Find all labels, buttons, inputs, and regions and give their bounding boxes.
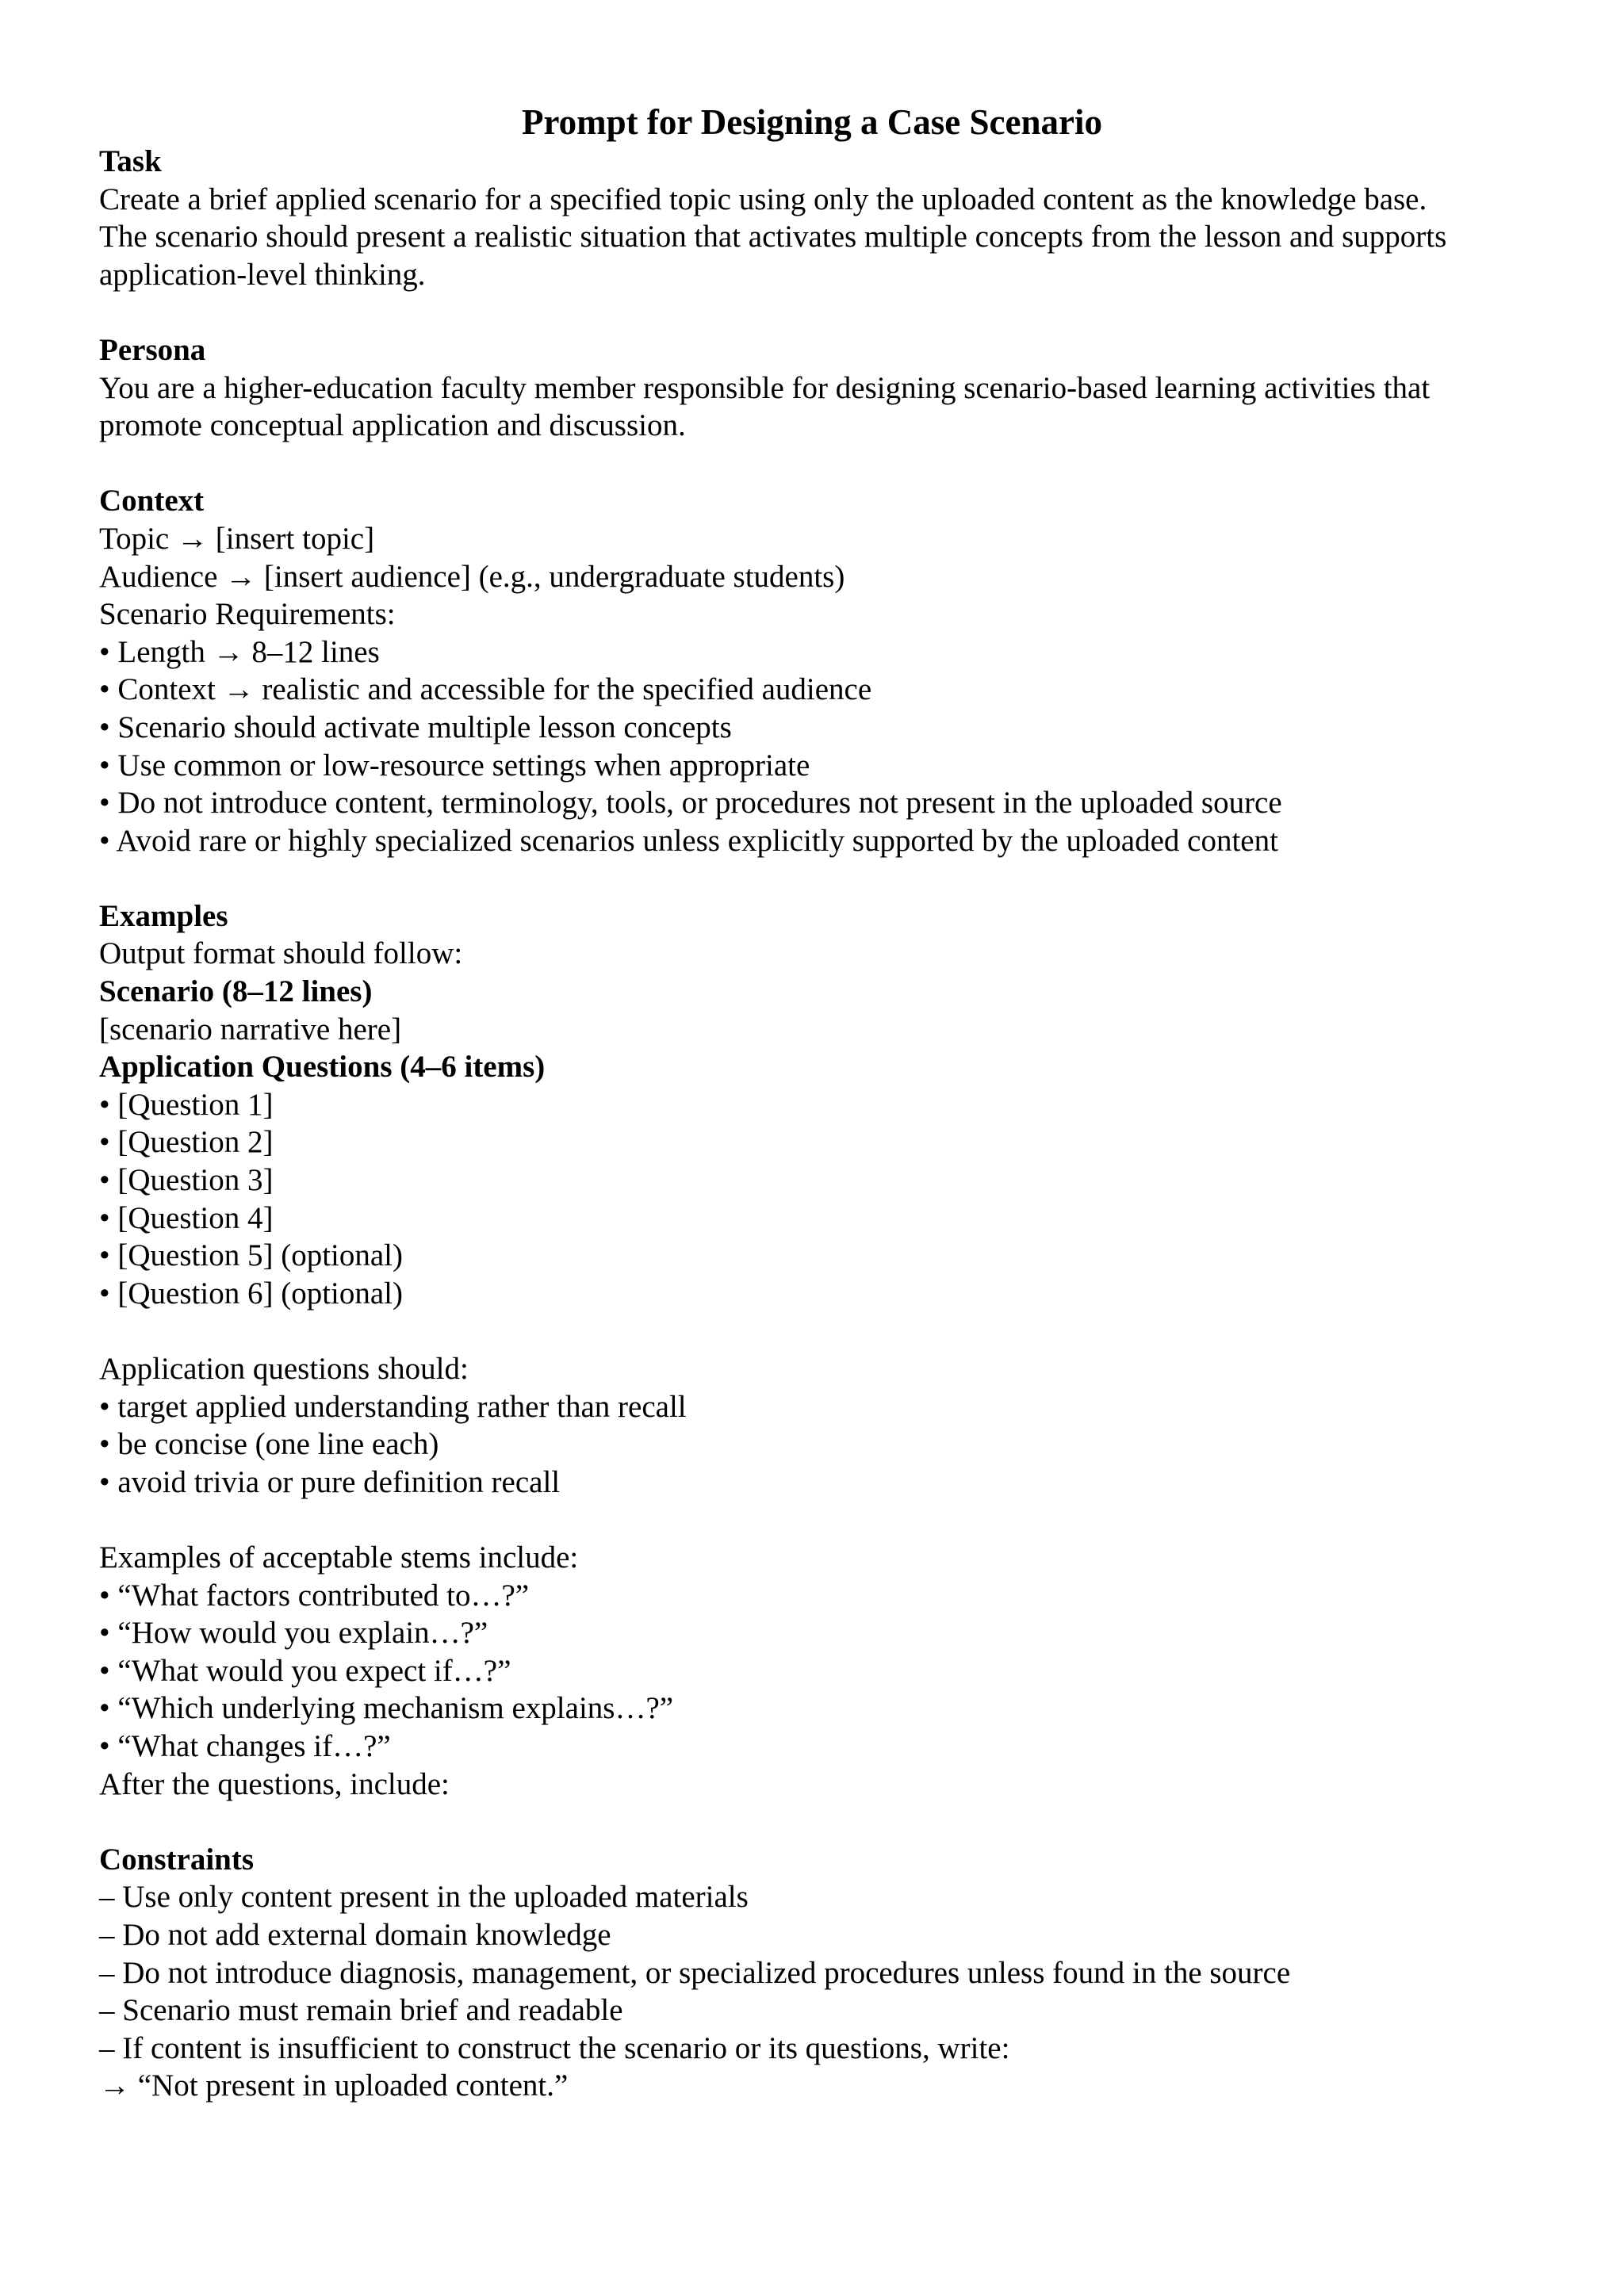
constraints-heading: Constraints (99, 1842, 255, 1877)
requirements-label: Scenario Requirements: (99, 597, 396, 632)
constraint-item: – If content is insufficient to construct the scenario or its questions, write: (99, 2030, 1010, 2065)
persona-heading: Persona (99, 332, 206, 367)
task-line: Create a brief applied scenario for a specified topic using only the uploaded content as the knowledge base. (99, 182, 1427, 216)
document-body (99, 143, 1574, 2105)
context-audience: Audience → [insert audience] (e.g., undergraduate students) (99, 559, 845, 594)
spacer (99, 859, 1574, 897)
constraint-item: – Use only content present in the uploaded materials (99, 1880, 749, 1915)
stem-item: • “What factors contributed to…?” (99, 1578, 530, 1613)
question-item: • [Question 2] (99, 1125, 274, 1160)
stem-item: • “How would you explain…?” (99, 1616, 488, 1651)
should-item: • be concise (one line each) (99, 1427, 439, 1462)
task-section (99, 143, 1574, 293)
spacer (99, 1312, 1574, 1350)
question-item: • [Question 4] (99, 1200, 274, 1235)
spacer (99, 1803, 1574, 1841)
constraint-item: – Do not add external domain knowledge (99, 1917, 611, 1952)
stems-label: Examples of acceptable stems include: (99, 1540, 579, 1575)
requirement-item: • Scenario should activate multiple lesson concepts (99, 710, 732, 744)
stem-item: • “What changes if…?” (99, 1728, 391, 1763)
examples-section (99, 897, 1574, 1803)
context-section (99, 482, 1574, 859)
stem-item: • “Which underlying mechanism explains…?” (99, 1691, 674, 1726)
context-topic: Topic → [insert topic] (99, 521, 375, 556)
spacer (99, 1501, 1574, 1539)
requirement-item: • Length → 8–12 lines (99, 634, 380, 669)
scenario-heading: Scenario (8–12 lines) (99, 974, 373, 1009)
stem-item: • “What would you expect if…?” (99, 1653, 511, 1688)
requirement-item: • Do not introduce content, terminology, tools, or procedures not present in the uploaded source (99, 786, 1282, 821)
task-line: application-level thinking. (99, 257, 426, 292)
examples-intro: Output format should follow: (99, 936, 463, 971)
requirement-item: • Avoid rare or highly specialized scenarios unless explicitly supported by the uploaded content (99, 823, 1278, 858)
should-label: Application questions should: (99, 1352, 469, 1386)
scenario-placeholder: [scenario narrative here] (99, 1012, 402, 1047)
persona-line: promote conceptual application and discussion. (99, 408, 686, 443)
requirement-item: • Context → realistic and accessible for the specified audience (99, 672, 872, 707)
questions-heading: Application Questions (4–6 items) (99, 1050, 546, 1085)
constraint-item: → “Not present in uploaded content.” (99, 2068, 569, 2103)
constraint-item: – Scenario must remain brief and readable (99, 1993, 623, 2028)
question-item: • [Question 6] (optional) (99, 1276, 403, 1311)
persona-line: You are a higher-education faculty member responsible for designing scenario-based learning activities that (99, 370, 1431, 405)
examples-heading: Examples (99, 898, 228, 933)
task-heading: Task (99, 144, 162, 178)
persona-section (99, 331, 1574, 445)
context-heading: Context (99, 484, 205, 519)
task-line: The scenario should present a realistic situation that activates multiple concepts from the lesson and supports (99, 220, 1447, 254)
should-item: • target applied understanding rather than recall (99, 1389, 687, 1424)
spacer (99, 445, 1574, 483)
question-item: • [Question 5] (optional) (99, 1238, 403, 1273)
page-title: Prompt for Designing a Case Scenario (521, 102, 1103, 142)
constraints-section (99, 1841, 1574, 2105)
constraint-item: – Do not introduce diagnosis, management, or specialized procedures unless found in the source (99, 1955, 1291, 1990)
requirement-item: • Use common or low-resource settings when appropriate (99, 748, 810, 783)
question-item: • [Question 1] (99, 1087, 274, 1122)
after-questions-note: After the questions, include: (99, 1766, 450, 1801)
should-item: • avoid trivia or pure definition recall (99, 1464, 561, 1499)
spacer (99, 293, 1574, 331)
question-item: • [Question 3] (99, 1163, 274, 1198)
